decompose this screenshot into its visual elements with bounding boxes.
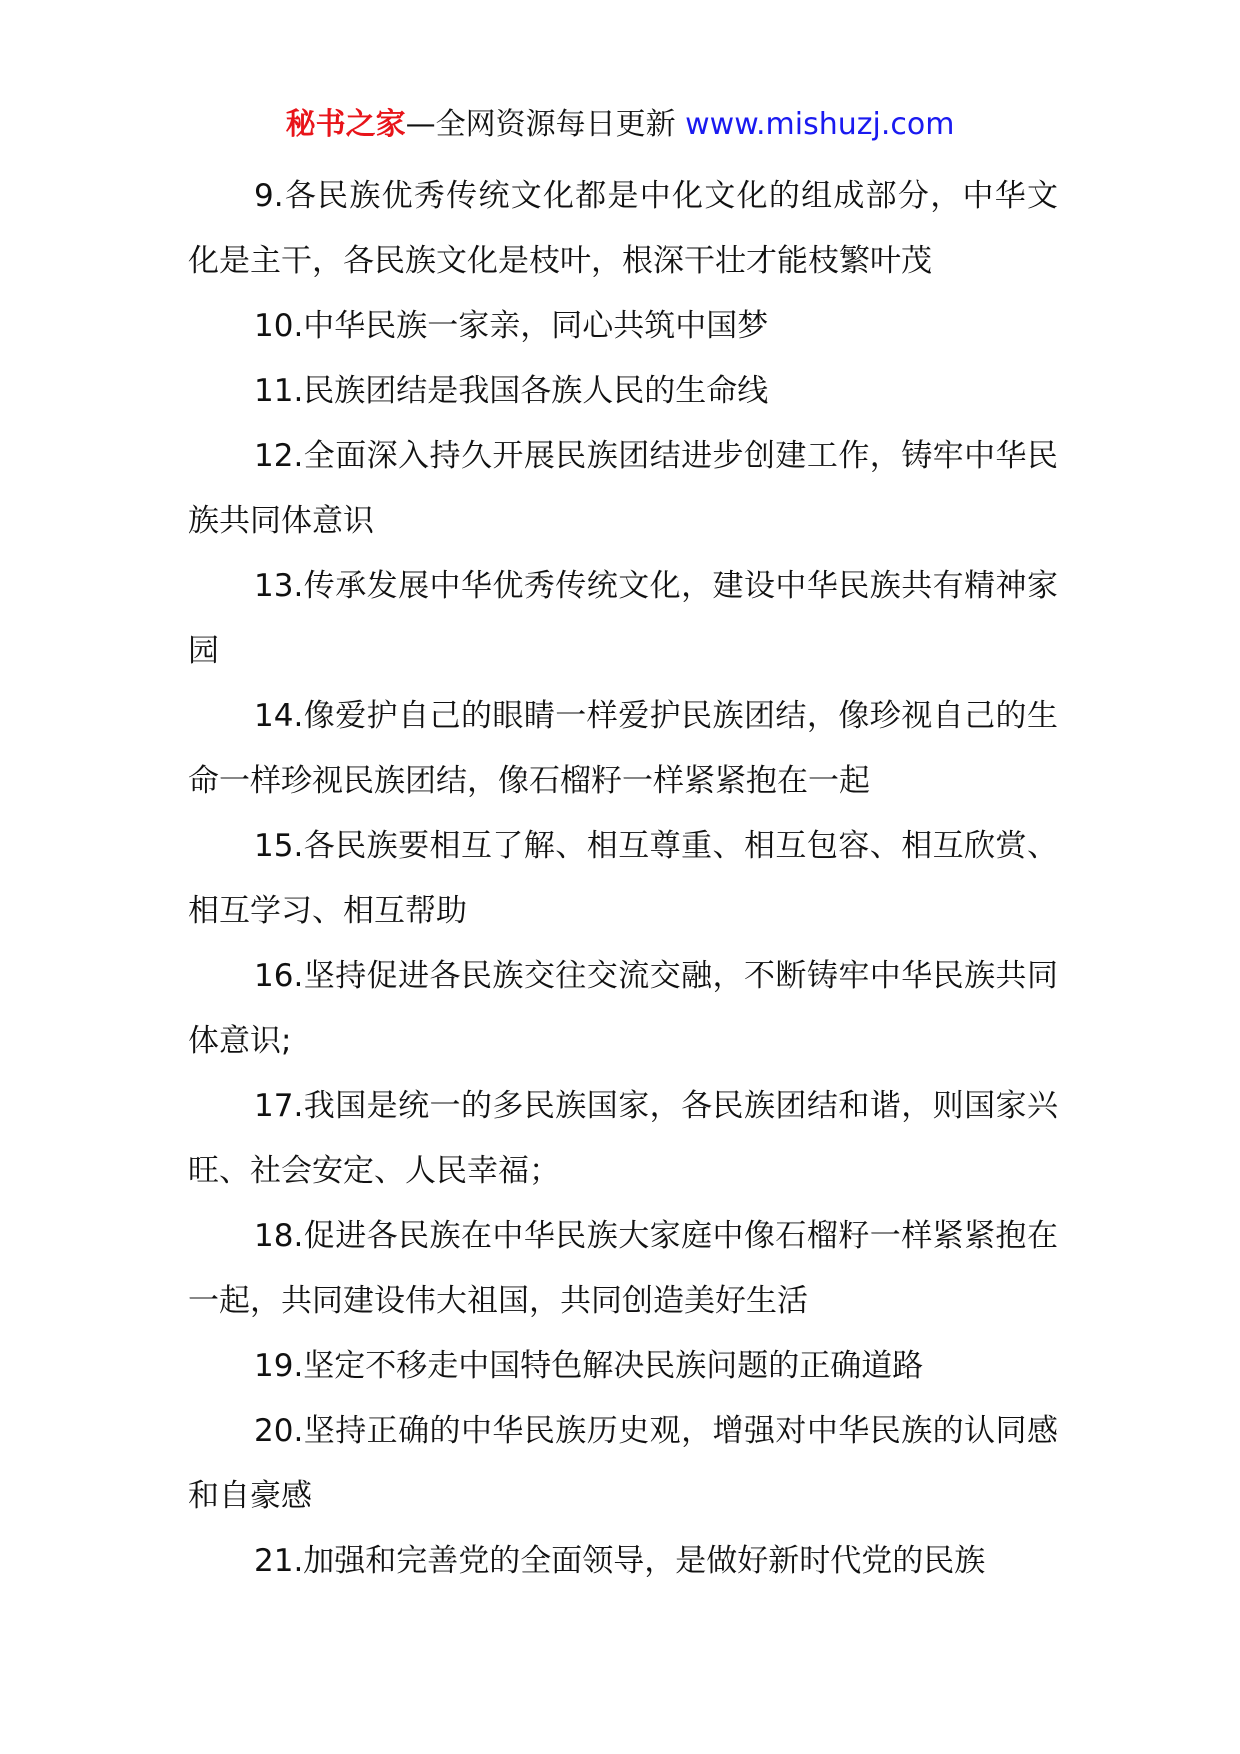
paragraph-item-13: 13.传承发展中华优秀传统文化，建设中华民族共有精神家园 [188, 568, 1058, 669]
paragraph-item-16: 16.坚持促进各民族交往交流交融，不断铸牢中华民族共同体意识; [188, 958, 1058, 1059]
paragraph-item-21: 21.加强和完善党的全面领导，是做好新时代党的民族 [254, 1543, 986, 1579]
site-brand: 秘书之家 [285, 107, 406, 142]
paragraph-item-17: 17.我国是统一的多民族国家，各民族团结和谐，则国家兴旺、社会安定、人民幸福； [188, 1088, 1058, 1189]
site-url-link[interactable]: www.mishuzj.com [685, 107, 955, 142]
paragraph-item-9: 9.各民族优秀传统文化都是中化文化的组成部分，中华文化是主干，各民族文化是枝叶，根深干壮才能枝繁叶茂 [188, 178, 1058, 279]
paragraph-item-11: 11.民族团结是我国各族人民的生命线 [254, 373, 769, 409]
paragraph-item-14: 14.像爱护自己的眼睛一样爱护民族团结，像珍视自己的生命一样珍视民族团结，像石榴籽一样紧紧抱在一起 [188, 698, 1058, 799]
paragraph-item-12: 12.全面深入持久开展民族团结进步创建工作，铸牢中华民族共同体意识 [188, 438, 1058, 539]
paragraph-item-19: 19.坚定不移走中国特色解决民族问题的正确道路 [254, 1348, 924, 1384]
document-body [188, 164, 1058, 1594]
paragraph-item-15: 15.各民族要相互了解、相互尊重、相互包容、相互欣赏、相互学习、相互帮助 [188, 828, 1058, 929]
paragraph-item-18: 18.促进各民族在中华民族大家庭中像石榴籽一样紧紧抱在一起，共同建设伟大祖国，共同创造美好生活 [188, 1218, 1058, 1319]
paragraph-item-10: 10.中华民族一家亲，同心共筑中国梦 [254, 308, 769, 344]
paragraph-item-20: 20.坚持正确的中华民族历史观，增强对中华民族的认同感和自豪感 [188, 1413, 1058, 1514]
site-header [0, 100, 1240, 150]
site-tagline: —全网资源每日更新 [405, 107, 686, 142]
